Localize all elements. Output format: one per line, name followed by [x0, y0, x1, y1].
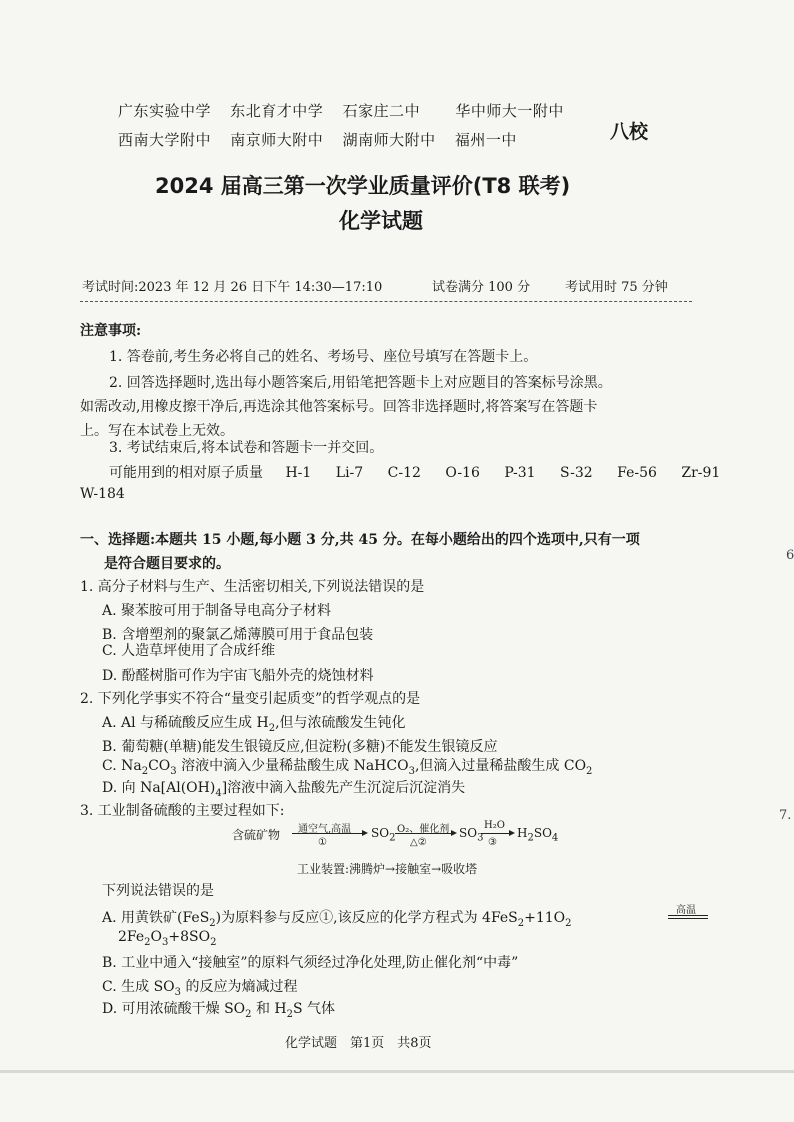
exam-time: 考试时间:2023 年 12 月 26 日下午 14:30—17:10	[82, 280, 383, 295]
school-name: 华中师大一附中	[455, 102, 564, 120]
atomic-mass: Zr-91	[681, 465, 721, 481]
subscript: 2	[210, 936, 217, 948]
q3-option-c-text-end: 的反应为熵减过程	[181, 979, 298, 995]
section-heading-line2: 是符合题目要求的。	[104, 556, 230, 572]
atomic-masses-cont: W-184	[80, 486, 125, 502]
q1-option-c: C. 人造草坪使用了合成纤维	[102, 643, 276, 659]
q3-option-a-line2-text: +8SO	[168, 929, 211, 945]
subscript: 3	[174, 986, 182, 998]
school-list-row1	[118, 100, 564, 121]
q3-option-b: B. 工业中通入“接触室”的原料气须经过净化处理,防止催化剂“中毒”	[102, 955, 519, 971]
q2-option-d	[102, 777, 465, 799]
subscript: 2	[268, 722, 276, 734]
q3-ask: 下列说法错误的是	[102, 883, 214, 899]
flow-product-3-text: SO	[533, 826, 552, 840]
atomic-mass: C-12	[387, 465, 421, 481]
note-2-line3: 上。写在本试卷上无效。	[80, 423, 234, 439]
atomic-mass: Fe-56	[617, 465, 657, 481]
q2-option-c-text: ,但滴入过量稀盐酸生成 CO	[414, 758, 587, 774]
q3-option-d-text: D. 可用浓硫酸干燥 SO	[102, 1001, 246, 1017]
q3-option-d-text: 和 H	[251, 1001, 287, 1017]
q3-option-a-line2	[118, 929, 216, 948]
q3-option-a-line2-text: 2Fe	[118, 929, 145, 945]
q2-option-c	[102, 755, 592, 777]
flow-product-1	[371, 826, 395, 843]
reaction-equals-line	[668, 918, 708, 919]
flow-product-3-text: H	[517, 826, 528, 840]
atomic-masses	[109, 462, 720, 482]
subscript: 2	[144, 936, 151, 948]
q1-option-a: A. 聚苯胺可用于制备导电高分子材料	[102, 603, 332, 619]
q2-option-d-text-end: ]溶液中滴入盐酸先产生沉淀后沉淀消失	[221, 780, 466, 796]
atomic-mass: Li-7	[335, 465, 364, 481]
subscript: 3	[408, 765, 415, 777]
flow-arrow-2	[395, 833, 451, 834]
flow-step-2: △②	[410, 837, 427, 848]
atomic-mass: H-1	[285, 465, 312, 481]
q2-option-a-text-end: ,但与浓硫酸发生钝化	[275, 715, 406, 731]
q3-option-a-text: A. 用黄铁矿(FeS	[102, 910, 210, 926]
subscript: 2	[389, 832, 396, 844]
exam-subject: 化学试题	[339, 209, 423, 233]
q2-option-c-text: 溶液中滴入少量稀盐酸生成 NaHCO	[176, 758, 409, 774]
full-score: 试卷满分 100 分	[432, 280, 531, 295]
atomic-masses-label: 可能用到的相对原子质量	[109, 465, 263, 481]
subscript: 3	[170, 765, 177, 777]
school-name: 广东实验中学	[118, 102, 212, 120]
atomic-mass: O-16	[445, 465, 480, 481]
school-name: 湖南师大附中	[342, 131, 436, 149]
q2-option-c-text: C. Na	[102, 758, 142, 774]
flow-arrow-1	[292, 833, 362, 834]
flow-step-1: ①	[318, 837, 327, 848]
subscript: 2	[245, 1008, 252, 1020]
school-name: 南京师大附中	[230, 131, 324, 149]
flow-start: 含硫矿物	[232, 828, 281, 842]
subscript: 2	[209, 917, 216, 929]
q3-equipment: 工业装置:沸腾炉→接触室→吸收塔	[297, 862, 478, 876]
q3-option-a-text: )为原料参与反应①,该反应的化学方程式为 4FeS	[215, 910, 518, 926]
margin-mark: 6	[786, 548, 794, 563]
subscript: 4	[215, 787, 222, 799]
q1-stem: 1. 高分子材料与生产、生活密切相关,下列说法错误的是	[80, 579, 425, 595]
q2-option-a-text: A. Al 与稀硫酸反应生成 H	[102, 715, 269, 731]
alliance-label: 八校	[610, 121, 649, 143]
note-3: 3. 考试结束后,将本试卷和答题卡一并交回。	[109, 440, 384, 456]
subscript: 2	[586, 765, 593, 777]
flow-condition-2: O₂、催化剂	[397, 824, 450, 835]
school-name: 东北育才中学	[230, 102, 324, 120]
note-1: 1. 答卷前,考生务必将自己的姓名、考场号、座位号填写在答题卡上。	[109, 349, 538, 365]
note-2-line2: 如需改动,用橡皮擦干净后,再选涂其他答案标号。回答非选择题时,将答案写在答题卡	[80, 399, 598, 415]
q2-option-d-text: D. 向 Na[Al(OH)	[102, 780, 216, 796]
flow-product-2-text: SO	[459, 826, 478, 840]
arrow-head-icon	[362, 830, 368, 836]
school-list-row2	[118, 129, 517, 150]
q2-option-c-text: CO	[148, 758, 171, 774]
reaction-condition: 高温	[676, 905, 696, 916]
subscript: 2	[286, 1008, 294, 1020]
arrow-head-icon	[509, 830, 515, 836]
section-heading-line1: 一、选择题:本题共 15 小题,每小题 3 分,共 45 分。在每小题给出的四个选项中,只有一项	[80, 532, 640, 548]
flow-product-2	[459, 826, 483, 843]
flow-step-3: ③	[488, 837, 497, 848]
reaction-equals-line	[668, 915, 708, 916]
scan-edge	[0, 1070, 794, 1073]
margin-mark: 7.	[779, 808, 792, 823]
subscript: 2	[527, 832, 534, 844]
notes-heading: 注意事项:	[80, 323, 142, 339]
header-divider	[80, 301, 692, 302]
atomic-mass: P-31	[504, 465, 536, 481]
q2-stem: 2. 下列化学事实不符合“量变引起质变”的哲学观点的是	[80, 691, 421, 707]
flow-condition-1: 通空气,高温	[298, 824, 352, 835]
q2-option-b: B. 葡萄糖(单糖)能发生银镜反应,但淀粉(多糖)不能发生银镜反应	[102, 739, 498, 755]
q1-option-d: D. 酚醛树脂可作为宇宙飞船外壳的烧蚀材料	[102, 668, 374, 684]
q3-option-a-line2-text: O	[150, 929, 162, 945]
subscript: 2	[141, 765, 149, 777]
q3-option-c	[102, 976, 297, 998]
q3-option-c-text: C. 生成 SO	[102, 979, 175, 995]
subscript: 3	[477, 832, 484, 844]
page-footer: 化学试题 第1页 共8页	[285, 1036, 432, 1051]
exam-title: 2024 届高三第一次学业质量评价(T8 联考)	[155, 174, 571, 198]
flow-product-1-text: SO	[371, 826, 390, 840]
exam-duration: 考试用时 75 分钟	[565, 280, 668, 295]
q3-option-a-text: +11O	[524, 910, 566, 926]
q3-option-a	[102, 907, 572, 929]
q3-stem: 3. 工业制备硫酸的主要过程如下:	[80, 803, 285, 819]
note-2-line1: 2. 回答选择题时,选出每小题答案后,用铅笔把答题卡上对应题目的答案标号涂黑。	[109, 375, 612, 391]
school-name: 石家庄二中	[342, 102, 421, 120]
atomic-mass: S-32	[560, 465, 593, 481]
subscript: 3	[162, 936, 169, 948]
subscript: 4	[551, 832, 559, 844]
subscript: 2	[565, 917, 572, 929]
school-name: 西南大学附中	[118, 131, 212, 149]
flow-product-3	[517, 826, 558, 843]
flow-condition-3: H₂O	[484, 820, 505, 831]
arrow-head-icon	[451, 830, 457, 836]
school-name: 福州一中	[454, 131, 517, 149]
q3-option-d	[102, 998, 335, 1020]
q1-option-b: B. 含增塑剂的聚氯乙烯薄膜可用于食品包装	[102, 627, 374, 643]
q3-option-d-text-end: S 气体	[293, 1001, 336, 1017]
q2-option-a	[102, 712, 406, 734]
subscript: 2	[517, 917, 525, 929]
flow-arrow-3	[481, 833, 509, 834]
